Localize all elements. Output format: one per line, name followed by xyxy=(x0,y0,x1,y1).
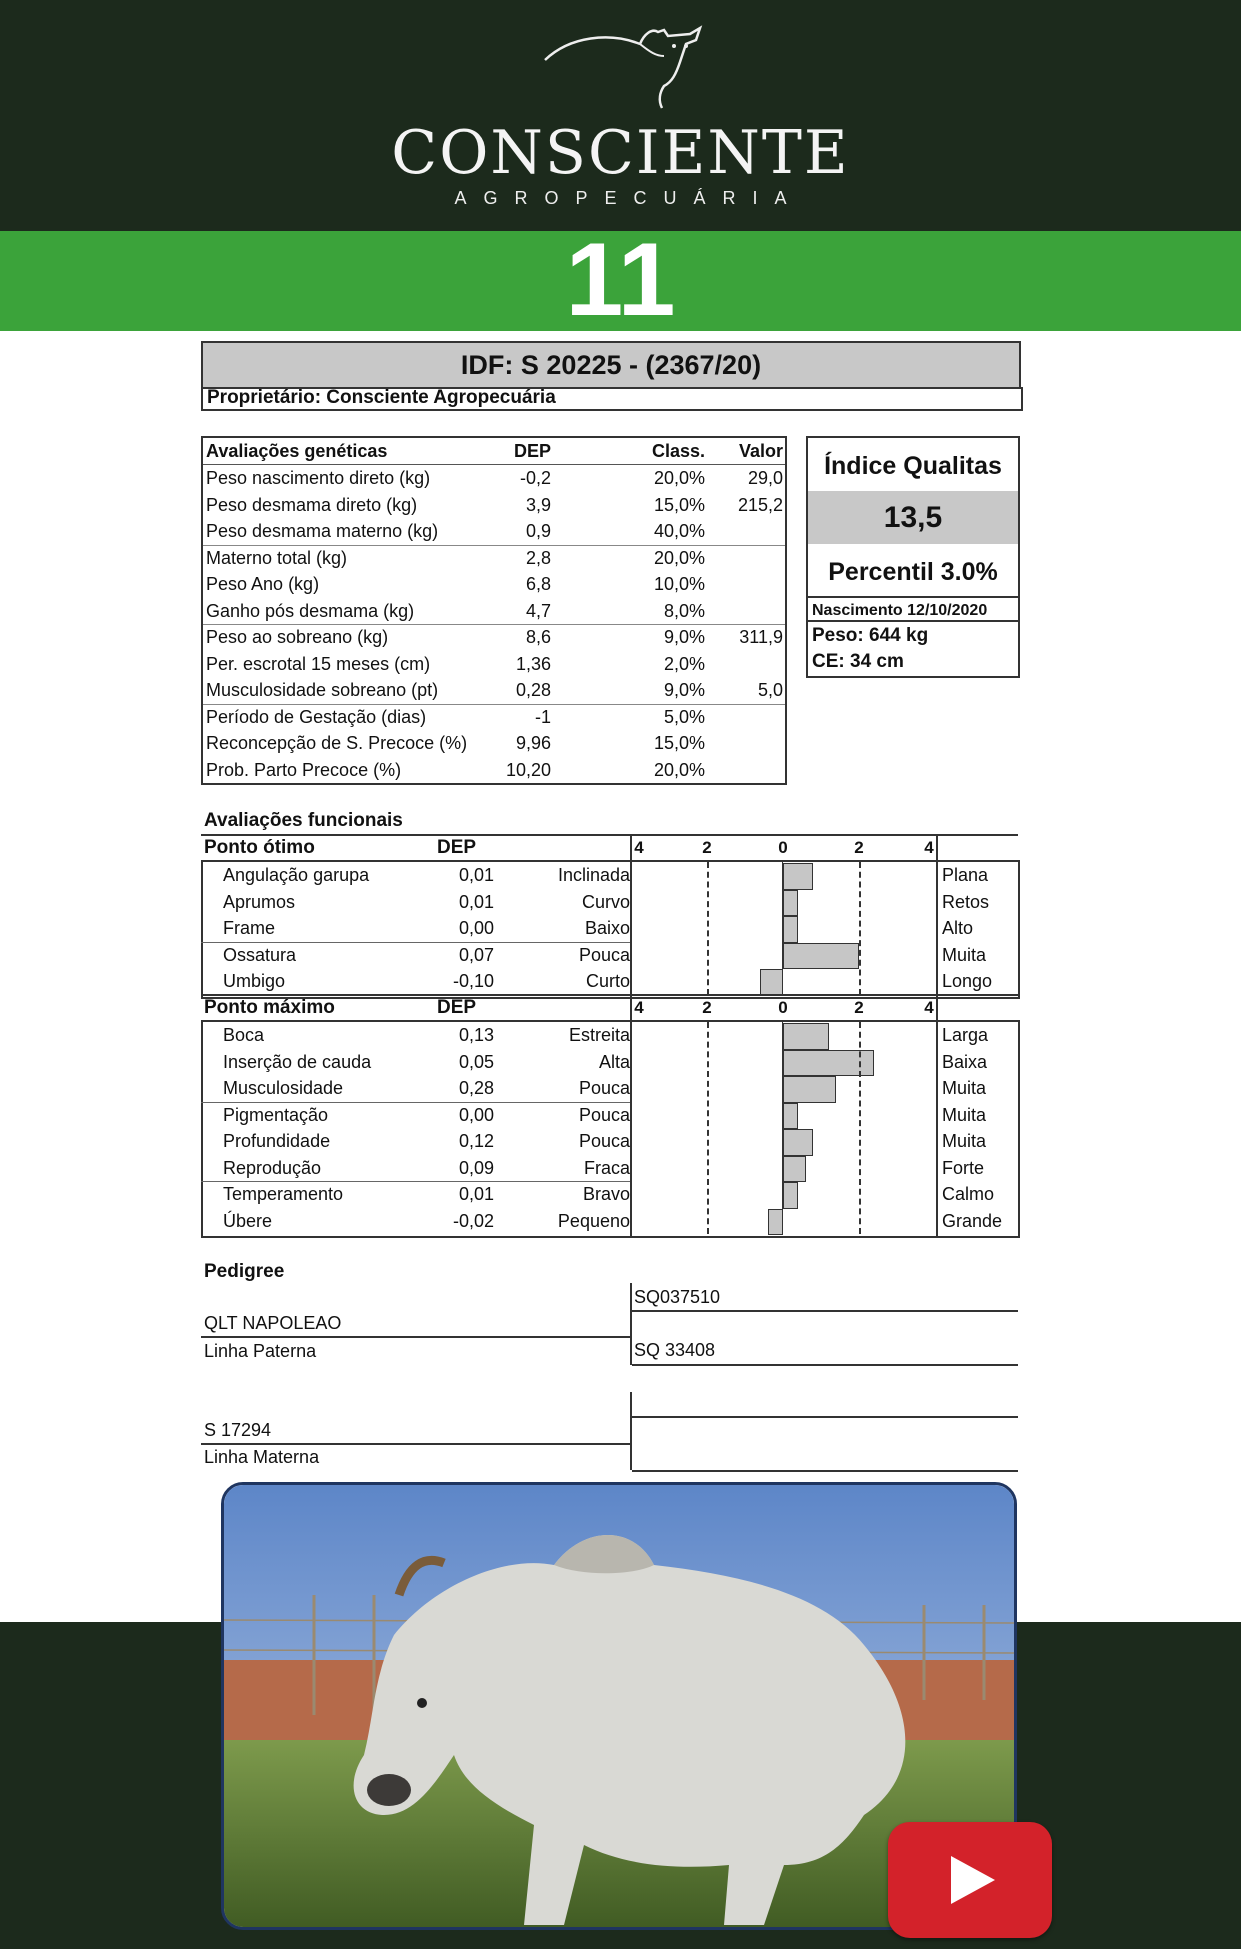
table-row xyxy=(203,1022,1018,1049)
cell-high: Muita xyxy=(942,1131,987,1151)
cell-dep: 8,6 xyxy=(525,627,551,647)
qualitas-percentil: Percentil 3.0% xyxy=(828,558,998,586)
cell-low: Pouca xyxy=(578,1131,630,1151)
pedigree-sire: QLT NAPOLEAO xyxy=(204,1313,342,1333)
cell-name: Aprumos xyxy=(223,891,296,912)
cell-low: Baixo xyxy=(584,918,630,938)
grid-dash xyxy=(707,862,709,995)
pedigree-line xyxy=(632,1310,1018,1312)
scale-tick: 0 xyxy=(778,998,788,1017)
value-bar xyxy=(783,890,798,917)
scale-tick: 0 xyxy=(778,838,788,857)
cell-high: Larga xyxy=(942,1025,989,1045)
cell-cls: 9,0% xyxy=(663,680,705,700)
cell-high: Grande xyxy=(942,1210,1003,1231)
cell-name: Reconcepção de S. Precoce (%) xyxy=(206,733,468,753)
value-bar xyxy=(783,943,859,970)
pedigree-title: Pedigree xyxy=(204,1261,285,1282)
cell-name: Período de Gestação (dias) xyxy=(206,706,427,727)
cell-name: Materno total (kg) xyxy=(206,547,348,568)
animal-owner: Proprietário: Consciente Agropecuária xyxy=(201,387,1023,411)
cell-low: Fraca xyxy=(583,1157,630,1178)
value-bar xyxy=(760,969,783,996)
scrotal-circumference: CE: 34 cm xyxy=(812,651,904,672)
scale-tick: 4 xyxy=(924,998,934,1017)
section-title: Ponto ótimo xyxy=(204,837,315,858)
genetic-table-header xyxy=(203,438,785,464)
grid-dash xyxy=(707,1022,709,1234)
value-bar xyxy=(783,916,798,943)
cell-cls: 20,0% xyxy=(653,759,705,780)
cell-high: Calmo xyxy=(942,1184,995,1204)
cell-name: Inserção de cauda xyxy=(223,1051,372,1072)
pedigree-line xyxy=(632,1470,1018,1472)
functional-box xyxy=(201,1020,1020,1238)
lot-number: 11 xyxy=(565,222,676,338)
cell-dep: 0,05 xyxy=(458,1051,494,1072)
cell-dep: 0,00 xyxy=(458,1104,494,1125)
cell-name: Peso desmama direto (kg) xyxy=(206,494,418,515)
cell-name: Umbigo xyxy=(223,971,286,991)
cell-dep: 0,00 xyxy=(458,918,494,938)
functional-title: Avaliações funcionais xyxy=(204,810,403,831)
cell-dep: 0,13 xyxy=(458,1025,494,1045)
cell-cls: 20,0% xyxy=(653,547,705,568)
cell-high: Muita xyxy=(942,1104,987,1125)
cell-name: Reprodução xyxy=(223,1157,322,1178)
section-title: Ponto máximo xyxy=(204,997,335,1018)
cell-val: 215,2 xyxy=(737,494,783,515)
section-dep-label: DEP xyxy=(437,997,477,1018)
cell-cls: 10,0% xyxy=(653,574,705,594)
scale-tick: 4 xyxy=(634,838,644,857)
pedigree-sire-dam: SQ 33408 xyxy=(634,1340,716,1360)
cell-low: Pouca xyxy=(578,944,630,965)
cell-dep: 0,07 xyxy=(458,944,494,965)
cell-dep: 0,28 xyxy=(515,680,551,700)
cell-name: Profundidade xyxy=(223,1131,331,1151)
cell-high: Retos xyxy=(942,891,990,912)
table-row xyxy=(203,1155,1018,1182)
cell-name: Frame xyxy=(223,918,276,938)
header-class: Class. xyxy=(651,441,705,461)
header-value: Valor xyxy=(738,441,783,461)
value-bar xyxy=(783,1076,836,1103)
cell-high: Muita xyxy=(942,1078,987,1098)
table-row xyxy=(203,651,785,677)
table-row xyxy=(203,1181,1018,1208)
table-row xyxy=(203,1102,1018,1129)
cell-name: Peso ao sobreano (kg) xyxy=(206,627,389,647)
cell-cls: 8,0% xyxy=(663,600,705,621)
header-dep: DEP xyxy=(513,441,551,461)
value-bar xyxy=(783,863,813,890)
table-row xyxy=(203,624,785,650)
scale-tick: 2 xyxy=(702,838,712,857)
cell-cls: 40,0% xyxy=(653,521,705,541)
pedigree-connector-dam xyxy=(630,1392,632,1470)
cell-dep: 2,8 xyxy=(525,547,551,568)
cell-low: Inclinada xyxy=(557,865,630,885)
pedigree-maternal-label: Linha Materna xyxy=(204,1447,320,1467)
table-row xyxy=(203,571,785,597)
row-divider xyxy=(201,1102,631,1103)
cell-dep: 1,36 xyxy=(515,653,551,674)
cell-val: 29,0 xyxy=(747,468,783,488)
qualitas-index-box xyxy=(806,436,1020,678)
cell-val: 311,9 xyxy=(739,627,783,647)
header-name: Avaliações genéticas xyxy=(206,441,388,461)
cell-dep: -0,02 xyxy=(452,1210,494,1231)
cell-cls: 9,0% xyxy=(663,627,705,647)
cell-dep: 0,01 xyxy=(458,891,494,912)
value-bar xyxy=(768,1209,783,1236)
table-row xyxy=(203,465,785,491)
value-bar xyxy=(783,1182,798,1209)
cell-cls: 20,0% xyxy=(653,468,705,488)
cell-name: Musculosidade xyxy=(223,1078,344,1098)
cell-cls: 15,0% xyxy=(653,733,705,753)
cell-dep: -0,2 xyxy=(519,468,551,488)
table-row xyxy=(203,915,1018,942)
cell-low: Curvo xyxy=(581,891,630,912)
cell-name: Peso Ano (kg) xyxy=(206,574,320,594)
cell-high: Longo xyxy=(942,971,993,991)
table-row xyxy=(203,492,785,518)
animal-idf: IDF: S 20225 - (2367/20) xyxy=(201,341,1021,389)
cell-dep: 0,01 xyxy=(458,1184,494,1204)
cell-cls: 5,0% xyxy=(663,706,705,727)
cell-name: Musculosidade sobreano (pt) xyxy=(206,680,439,700)
cell-dep: -0,10 xyxy=(452,971,494,991)
pedigree-connector-sire xyxy=(630,1283,632,1365)
youtube-play-button[interactable] xyxy=(888,1822,1052,1938)
genetic-evaluations-table xyxy=(201,436,787,785)
axis-zero xyxy=(782,1022,783,1234)
cell-low: Pouca xyxy=(578,1104,630,1125)
cell-high: Alto xyxy=(942,918,974,938)
scale-tick: 2 xyxy=(854,838,864,857)
axis-right xyxy=(936,994,938,1236)
value-bar xyxy=(783,1023,829,1050)
cell-low: Estreita xyxy=(568,1025,630,1045)
pedigree-line xyxy=(632,1416,1018,1418)
section-dep-label: DEP xyxy=(437,837,477,858)
cell-name: Peso desmama materno (kg) xyxy=(206,521,439,541)
table-row xyxy=(203,677,785,703)
cell-low: Bravo xyxy=(582,1184,630,1204)
cell-name: Ossatura xyxy=(223,944,297,965)
cell-dep: 0,01 xyxy=(458,865,494,885)
value-bar xyxy=(783,1129,813,1156)
cell-dep: 9,96 xyxy=(515,733,551,753)
scale-tick: 4 xyxy=(924,838,934,857)
functional-box xyxy=(201,860,1020,999)
cell-high: Muita xyxy=(942,944,987,965)
table-row xyxy=(203,1075,1018,1102)
scale-tick: 2 xyxy=(702,998,712,1017)
play-icon xyxy=(951,1856,995,1904)
cell-dep: 0,09 xyxy=(458,1157,494,1178)
cell-dep: 4,7 xyxy=(525,600,551,621)
table-row xyxy=(203,598,785,624)
pedigree-line xyxy=(632,1364,1018,1366)
cell-low: Curto xyxy=(585,971,630,991)
pedigree-paternal-label: Linha Paterna xyxy=(204,1341,317,1361)
axis-left xyxy=(630,834,632,997)
section-top-line xyxy=(201,834,1018,836)
cell-high: Plana xyxy=(942,865,989,885)
table-row xyxy=(203,862,1018,889)
axis-zero xyxy=(782,862,783,995)
table-row xyxy=(203,968,1018,995)
table-row xyxy=(203,518,785,544)
cell-high: Forte xyxy=(942,1157,985,1178)
cell-dep: 3,9 xyxy=(525,494,551,515)
cell-name: Ganho pós desmama (kg) xyxy=(206,600,415,621)
cell-name: Peso nascimento direto (kg) xyxy=(206,468,431,488)
axis-right xyxy=(936,834,938,997)
bull-logo-icon xyxy=(540,22,710,112)
cell-name: Prob. Parto Precoce (%) xyxy=(206,759,402,780)
cell-low: Alta xyxy=(598,1051,630,1072)
brand-subtitle: AGROPECUÁRIA xyxy=(454,188,804,208)
weight: Peso: 644 kg xyxy=(812,625,929,646)
table-row xyxy=(203,1128,1018,1155)
pedigree-sire-sire: SQ037510 xyxy=(634,1287,721,1307)
cell-low: Pouca xyxy=(578,1078,630,1098)
cell-name: Úbere xyxy=(223,1210,273,1231)
table-row xyxy=(203,889,1018,916)
scale-tick: 4 xyxy=(634,998,644,1017)
value-bar xyxy=(783,1156,806,1183)
row-divider xyxy=(201,942,631,943)
cell-dep: 10,20 xyxy=(505,759,551,780)
table-row xyxy=(203,1049,1018,1076)
cell-low: Pequeno xyxy=(557,1210,630,1231)
brand-name: CONSCIENTE xyxy=(391,118,850,188)
cell-dep: 0,9 xyxy=(525,521,551,541)
axis-left xyxy=(630,994,632,1236)
cell-name: Boca xyxy=(223,1025,265,1045)
cell-val: 5,0 xyxy=(757,680,783,700)
grid-dash xyxy=(859,862,861,995)
qualitas-value: 13,5 xyxy=(808,491,1018,544)
birth-date: Nascimento 12/10/2020 xyxy=(808,596,1018,622)
table-row xyxy=(203,730,785,756)
pedigree-line xyxy=(201,1336,631,1338)
cell-cls: 2,0% xyxy=(663,653,705,674)
grid-dash xyxy=(859,1022,861,1234)
cell-name: Per. escrotal 15 meses (cm) xyxy=(206,653,431,674)
pedigree-dam: S 17294 xyxy=(204,1420,272,1440)
cell-dep: 0,12 xyxy=(458,1131,494,1151)
cell-dep: 0,28 xyxy=(458,1078,494,1098)
qualitas-title: Índice Qualitas xyxy=(824,452,1002,480)
table-row xyxy=(203,545,785,571)
cell-dep: -1 xyxy=(534,706,551,727)
cell-name: Pigmentação xyxy=(223,1104,329,1125)
cell-dep: 6,8 xyxy=(525,574,551,594)
value-bar xyxy=(783,1103,798,1130)
table-row xyxy=(203,704,785,730)
cell-name: Angulação garupa xyxy=(223,865,370,885)
cell-name: Temperamento xyxy=(223,1184,344,1204)
scale-tick: 2 xyxy=(854,998,864,1017)
table-row xyxy=(203,1208,1018,1235)
table-row xyxy=(203,942,1018,969)
cell-high: Baixa xyxy=(942,1051,988,1072)
table-row xyxy=(203,757,785,783)
cell-cls: 15,0% xyxy=(653,494,705,515)
row-divider xyxy=(201,1181,631,1182)
